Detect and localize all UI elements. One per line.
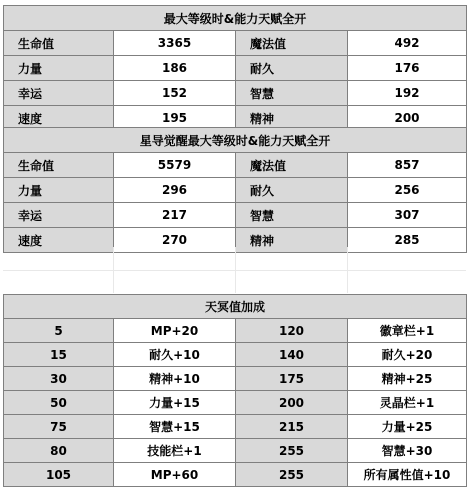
threshold-value: 80 xyxy=(4,439,114,463)
table-row xyxy=(4,367,467,391)
stat-label: 精神 xyxy=(236,228,348,253)
threshold-value: 255 xyxy=(236,439,348,463)
threshold-value: 255 xyxy=(236,463,348,487)
table-row xyxy=(4,463,467,487)
table-row xyxy=(4,178,467,203)
stat-label: 幸运 xyxy=(4,203,114,228)
table-row xyxy=(4,391,467,415)
table-row xyxy=(4,415,467,439)
stat-value: 492 xyxy=(348,31,467,56)
stat-label: 耐久 xyxy=(236,178,348,203)
threshold-value: 200 xyxy=(236,391,348,415)
stat-label: 智慧 xyxy=(236,203,348,228)
star-awaken-stats-table xyxy=(3,127,467,253)
stat-label: 精神 xyxy=(236,106,348,131)
bonus-effect: 精神+10 xyxy=(114,367,236,391)
bonus-effect: 耐久+10 xyxy=(114,343,236,367)
spreadsheet-gap xyxy=(3,247,466,293)
stat-value: 270 xyxy=(114,228,236,253)
stat-label: 生命值 xyxy=(4,153,114,178)
stat-value: 296 xyxy=(114,178,236,203)
table-row xyxy=(4,56,467,81)
table-row xyxy=(4,153,467,178)
stat-value: 186 xyxy=(114,56,236,81)
table-row xyxy=(4,203,467,228)
threshold-value: 30 xyxy=(4,367,114,391)
bonus-effect: 灵晶栏+1 xyxy=(348,391,467,415)
stat-value: 192 xyxy=(348,81,467,106)
stat-label: 速度 xyxy=(4,228,114,253)
threshold-value: 120 xyxy=(236,319,348,343)
stat-value: 200 xyxy=(348,106,467,131)
stat-value: 176 xyxy=(348,56,467,81)
bonus-effect: 徽章栏+1 xyxy=(348,319,467,343)
bonus-effect: 所有属性值+10 xyxy=(348,463,467,487)
stat-label: 力量 xyxy=(4,56,114,81)
section-title: 最大等级时&能力天赋全开 xyxy=(4,6,467,31)
table-row xyxy=(4,319,467,343)
bonus-table xyxy=(3,294,467,487)
table-row xyxy=(4,31,467,56)
stat-value: 857 xyxy=(348,153,467,178)
stat-value: 5579 xyxy=(114,153,236,178)
table-row xyxy=(4,343,467,367)
threshold-value: 105 xyxy=(4,463,114,487)
bonus-effect: 技能栏+1 xyxy=(114,439,236,463)
max-level-stats-table xyxy=(3,5,467,131)
stat-label: 力量 xyxy=(4,178,114,203)
stat-value: 152 xyxy=(114,81,236,106)
bonus-effect: 智慧+15 xyxy=(114,415,236,439)
threshold-value: 140 xyxy=(236,343,348,367)
section-title: 星导觉醒最大等级时&能力天赋全开 xyxy=(4,128,467,153)
bonus-effect: 智慧+30 xyxy=(348,439,467,463)
threshold-value: 50 xyxy=(4,391,114,415)
threshold-value: 15 xyxy=(4,343,114,367)
stat-value: 195 xyxy=(114,106,236,131)
bonus-effect: 力量+15 xyxy=(114,391,236,415)
threshold-value: 215 xyxy=(236,415,348,439)
stat-label: 智慧 xyxy=(236,81,348,106)
stat-label: 魔法值 xyxy=(236,31,348,56)
bonus-effect: 精神+25 xyxy=(348,367,467,391)
bonus-effect: MP+20 xyxy=(114,319,236,343)
table-row xyxy=(4,81,467,106)
threshold-value: 5 xyxy=(4,319,114,343)
threshold-value: 75 xyxy=(4,415,114,439)
table-row xyxy=(4,439,467,463)
stat-value: 285 xyxy=(348,228,467,253)
stat-value: 3365 xyxy=(114,31,236,56)
stat-value: 217 xyxy=(114,203,236,228)
stat-value: 307 xyxy=(348,203,467,228)
bonus-effect: 耐久+20 xyxy=(348,343,467,367)
stat-label: 耐久 xyxy=(236,56,348,81)
stat-label: 魔法值 xyxy=(236,153,348,178)
stat-label: 幸运 xyxy=(4,81,114,106)
bonus-effect: MP+60 xyxy=(114,463,236,487)
bonus-effect: 力量+25 xyxy=(348,415,467,439)
section-title: 天冥值加成 xyxy=(4,295,467,319)
stat-label: 生命值 xyxy=(4,31,114,56)
threshold-value: 175 xyxy=(236,367,348,391)
stat-value: 256 xyxy=(348,178,467,203)
stat-label: 速度 xyxy=(4,106,114,131)
